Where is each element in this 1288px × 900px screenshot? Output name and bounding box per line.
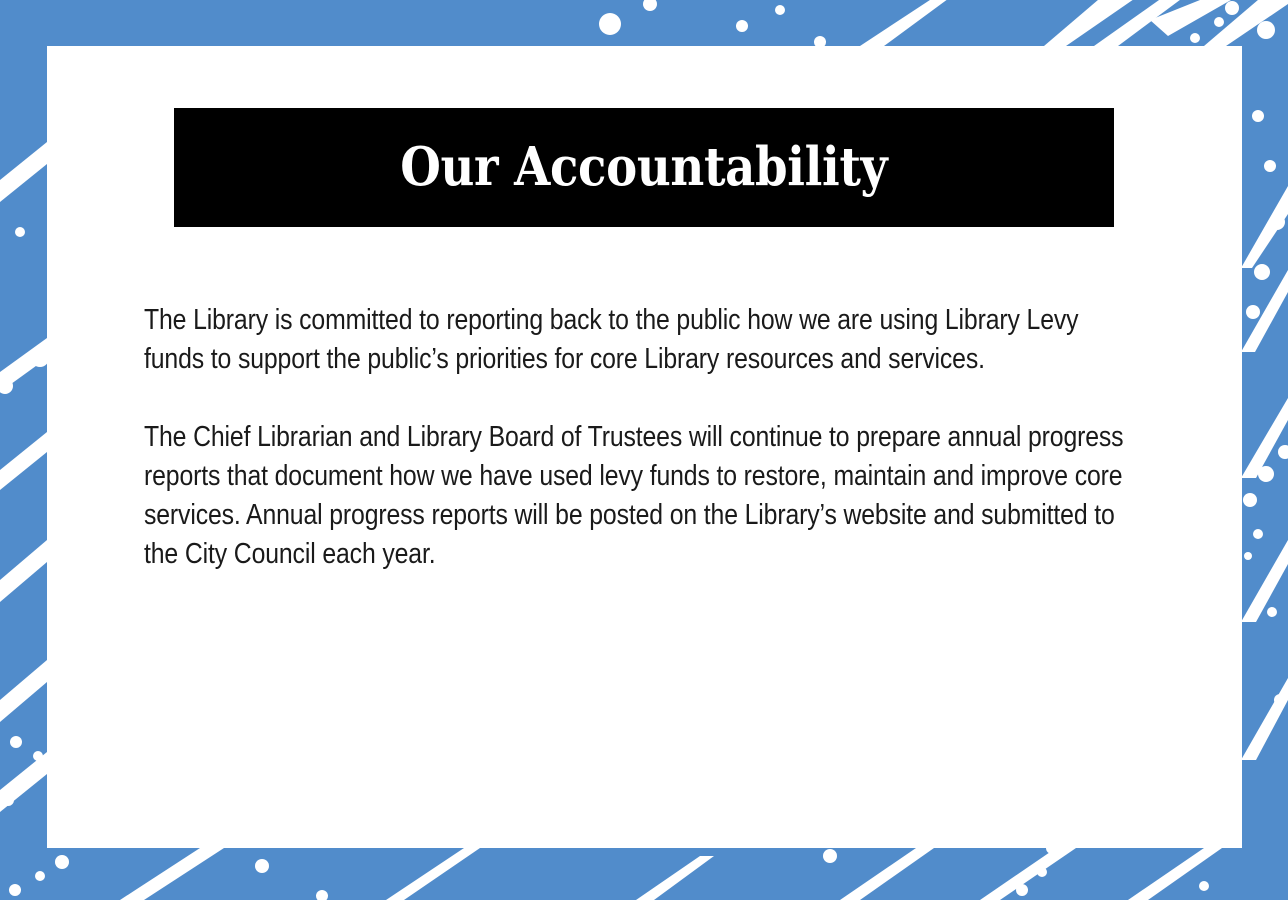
body-copy (144, 301, 1144, 574)
content-card (47, 46, 1242, 848)
paragraph-progress-reports: The Chief Librarian and Library Board of Trustees will continue to prepare annual progress reports that document how we have used levy funds to restore, maintain and improve core services. Annual progress reports will be posted on the Library’s website and submitted to the City Council each year. (144, 421, 1131, 570)
decor-stripes-bottom (120, 848, 1222, 900)
paragraph-commitment: The Library is committed to reporting back to the public how we are using Library Levy funds to support the public’s priorities for core Library resources and services. (144, 304, 1086, 375)
title-banner (174, 108, 1114, 227)
decor-stripes-left (0, 142, 47, 812)
page-title: Our Accountability (400, 136, 888, 198)
